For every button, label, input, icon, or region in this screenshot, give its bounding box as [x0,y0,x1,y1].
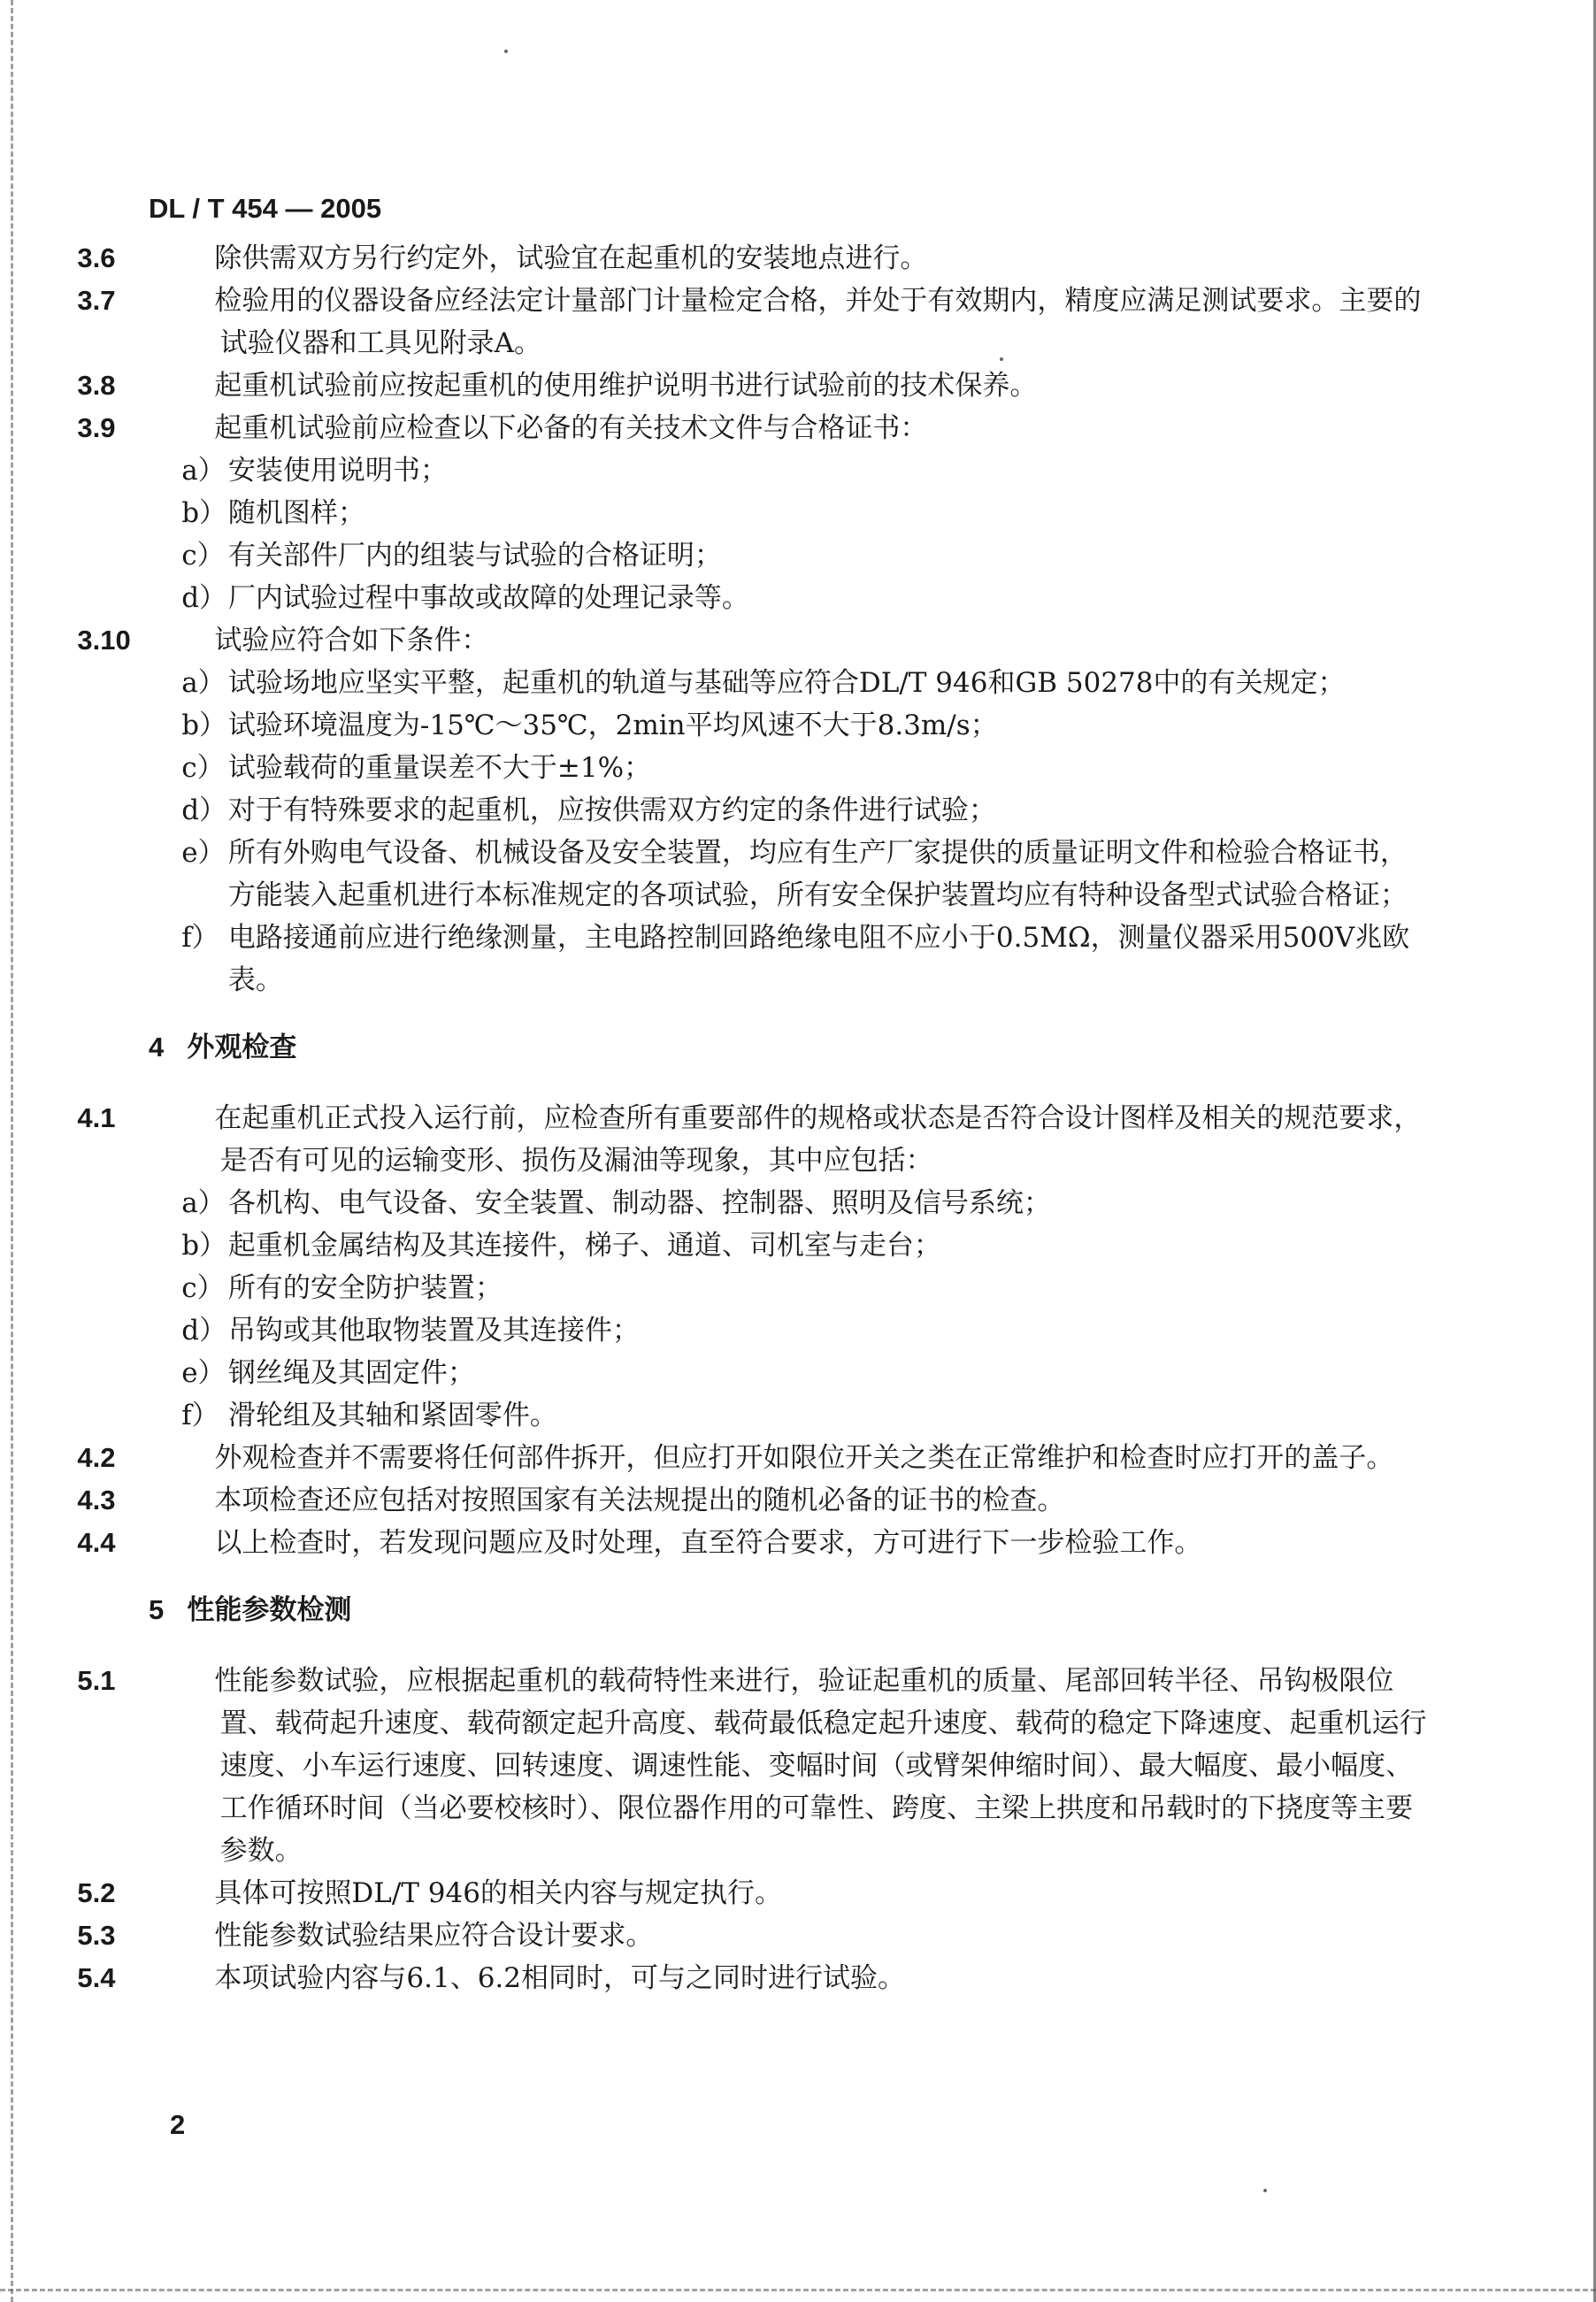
clause-5-3 [77,1914,1431,1957]
clause-number: 4.4 [77,1527,116,1558]
section-number: 4 [149,1032,165,1063]
list-marker: b） [181,1230,227,1262]
clause-3-10 [77,619,1431,662]
list-item-text: 试验载荷的重量误差不大于±1%； [227,752,652,784]
list-item-text: 所有外购电气设备、机械设备及安全装置，均应有生产厂家提供的质量证明文件和检验合格证书，方能装入起重机进行本标准规定的各项试验，所有安全保护装置均应有特种设备型式试验合格证； [227,837,1408,911]
clause-number: 4.3 [77,1485,116,1515]
scan-speck [504,50,508,53]
clause-text: 在起重机正式投入运行前，应检查所有重要部件的规格或状态是否符合设计图样及相关的规范要求，是否有可见的运输变形、损伤及漏油等现象，其中应包括： [214,1102,1422,1177]
list-marker: e） [181,1357,226,1389]
list-marker: d） [181,794,227,826]
clause-4-4 [77,1522,1431,1564]
list-item [149,704,1431,747]
clause-text: 外观检查并不需要将任何部件拆开，但应打开如限位开关之类在正常维护和检查时应打开的盖子。 [214,1442,1394,1474]
clause-4-3 [77,1479,1431,1522]
section-heading-4 [149,1026,1431,1069]
clause-3-8 [77,364,1431,407]
list-item [149,832,1431,917]
clause-5-2 [77,1872,1431,1914]
clause-number: 5.3 [77,1920,116,1951]
clause-text: 除供需双方另行约定外，试验宜在起重机的安装地点进行。 [214,242,928,274]
list-item-text: 钢丝绳及其固定件； [227,1357,475,1389]
clause-3-7 [77,280,1431,364]
clause-number: 3.7 [77,285,116,316]
list-item [149,917,1431,1001]
list-marker: c） [181,752,225,784]
clause-number: 4.2 [77,1442,116,1473]
list-marker: a） [181,1187,226,1219]
section-number: 5 [149,1594,165,1625]
scan-edge-left [11,0,13,2302]
list-marker: d） [181,1315,227,1347]
clause-4-1 [77,1097,1431,1182]
list-marker: f） [181,922,219,954]
section-heading-5 [149,1589,1431,1631]
list-item [149,449,1431,492]
list-item [149,747,1431,789]
list-item-text: 所有的安全防护装置； [227,1272,503,1304]
list-item-text: 试验环境温度为-15℃～35℃，2min平均风速不大于8.3m/s； [227,710,998,741]
scan-edge-bottom [0,2289,1596,2291]
clause-text: 起重机试验前应检查以下必备的有关技术文件与合格证书： [214,412,928,444]
clause-text: 本项试验内容与6.1、6.2相同时，可与之同时进行试验。 [214,1962,905,1994]
list-item [149,1394,1431,1437]
list-item [149,577,1431,619]
clause-text: 性能参数试验，应根据起重机的载荷特性来进行，验证起重机的质量、尾部回转半径、吊钩极限位置、载荷起升速度、载荷额定起升高度、载荷最低稳定起升速度、载荷的稳定下降速度、起重机运行速度、小车运行速度、回转速度、调速性能、变幅时间（或臂架伸缩时间）、最大幅度、最小幅度、工作循环时间（当必要校核时）、限位器作用的可靠性、跨度、主梁上拱度和吊载时的下挠度等主要参数。 [214,1665,1427,1867]
list-item-text: 滑轮组及其轴和紧固零件。 [227,1400,557,1431]
clause-text: 本项检查还应包括对按照国家有关法规提出的随机必备的证书的检查。 [214,1485,1065,1516]
list-marker: e） [181,837,226,869]
clause-3-6 [77,237,1431,280]
clause-4-2 [77,1437,1431,1479]
list-item [149,1224,1431,1267]
clause-number: 3.6 [77,242,116,273]
list-item-text: 安装使用说明书； [227,455,448,487]
clause-3-9 [77,407,1431,449]
list-item [149,1182,1431,1224]
list-item-text: 吊钩或其他取物装置及其连接件； [227,1315,640,1347]
list-item [149,1267,1431,1309]
list-marker: a） [181,667,226,699]
list-item-text: 电路接通前应进行绝缘测量，主电路控制回路绝缘电阻不应小于0.5MΩ，测量仪器采用500V兆欧表。 [227,922,1410,996]
list-item-text: 有关部件厂内的组装与试验的合格证明； [227,540,722,572]
page-number: 2 [170,2109,186,2140]
clause-text: 具体可按照DL/T 946的相关内容与规定执行。 [214,1877,782,1909]
list-marker: c） [181,540,225,572]
list-marker: d） [181,582,227,614]
list-marker: b） [181,497,227,529]
list-marker: a） [181,455,226,487]
list-item-text: 起重机金属结构及其连接件，梯子、通道、司机室与走台； [227,1230,941,1262]
clause-text: 起重机试验前应按起重机的使用维护说明书进行试验前的技术保养。 [214,370,1038,402]
clause-number: 3.9 [77,412,116,443]
clause-text: 以上检查时，若发现问题应及时处理，直至符合要求，方可进行下一步检验工作。 [214,1527,1202,1559]
clause-number: 5.1 [77,1665,116,1696]
document-page [77,193,1431,1999]
clause-5-4 [77,1957,1431,1999]
clause-number: 5.2 [77,1877,116,1908]
list-item-text: 厂内试验过程中事故或故障的处理记录等。 [227,582,749,614]
list-item [149,534,1431,577]
list-item-text: 各机构、电气设备、安全装置、制动器、控制器、照明及信号系统； [227,1187,1051,1219]
section-title: 性能参数检测 [187,1594,352,1625]
clause-number: 3.10 [77,625,131,656]
clause-text: 试验应符合如下条件： [214,625,489,656]
list-marker: f） [181,1400,219,1431]
standard-code-header: DL / T 454 — 2005 [149,193,382,224]
list-item [149,1352,1431,1394]
list-item-text: 试验场地应坚实平整，起重机的轨道与基础等应符合DL/T 946和GB 50278中的有关规定； [227,667,1346,699]
clause-text: 检验用的仪器设备应经法定计量部门计量检定合格，并处于有效期内，精度应满足测试要求。主要的试验仪器和工具见附录A。 [214,285,1422,359]
document-body [77,237,1431,1999]
list-item [149,789,1431,832]
scan-speck [1000,357,1003,361]
clause-number: 4.1 [77,1102,116,1133]
list-item [149,1309,1431,1352]
clause-text: 性能参数试验结果应符合设计要求。 [214,1920,654,1952]
scan-speck [1263,2189,1267,2192]
list-item [149,492,1431,534]
list-item-text: 随机图样； [227,497,365,529]
list-marker: b） [181,710,227,741]
clause-5-1 [77,1660,1431,1872]
clause-number: 5.4 [77,1962,116,1993]
list-marker: c） [181,1272,225,1304]
section-title: 外观检查 [187,1032,297,1063]
clause-number: 3.8 [77,370,116,401]
list-item [149,662,1431,704]
list-item-text: 对于有特殊要求的起重机，应按供需双方约定的条件进行试验； [227,794,996,826]
